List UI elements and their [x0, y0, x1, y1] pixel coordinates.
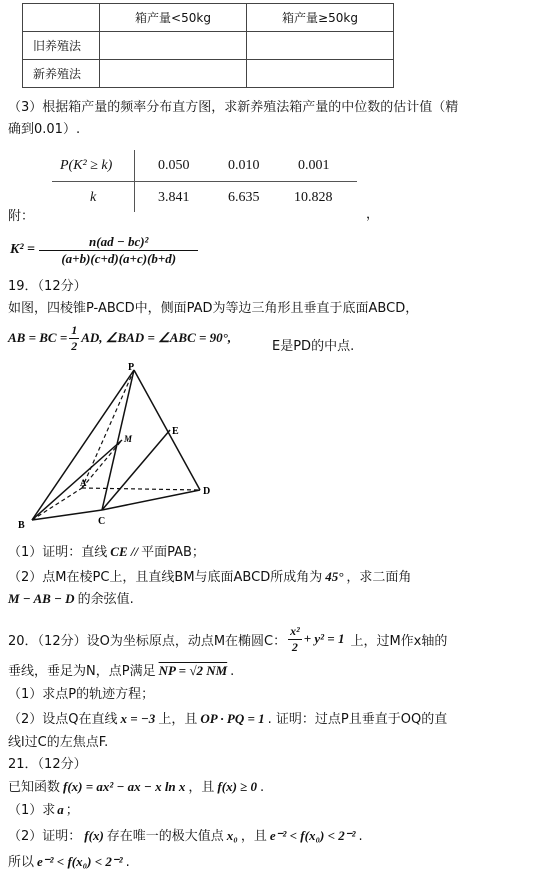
conclusion-tail: .: [125, 855, 130, 870]
q21-text3: .: [260, 780, 265, 795]
table-header-cell: [23, 4, 100, 32]
question19-condition: [8, 318, 231, 358]
ktable-header-value: 0.010: [228, 158, 260, 173]
table-cell: [247, 60, 394, 88]
table-cell: 旧养殖法: [23, 32, 100, 60]
conclusion-inequality: e⁻² < f(x₀) < 2⁻²: [37, 854, 123, 869]
ktable-row-value: 3.841: [158, 190, 190, 205]
question19-midpoint: E是PD的中点.: [272, 339, 355, 354]
condition-fraction: [69, 323, 79, 354]
part1-math: CE //: [110, 544, 139, 559]
question3-line2: 确到0.01）.: [8, 122, 81, 137]
q20-line2-text: 垂线，垂足为N，点P满足: [8, 664, 156, 679]
question20-line1: [8, 618, 447, 660]
formula-lhs: K² =: [10, 242, 36, 257]
question19-part2-line2: [8, 588, 134, 607]
table-divider-h: [52, 181, 357, 182]
question20-line2: [8, 660, 234, 679]
table-cell: [100, 60, 247, 88]
condition-left: AB = BC =: [8, 330, 68, 345]
question3-line1: （3）根据箱产量的频率分布直方图，求新养殖法箱产量的中位数的估计值（精: [8, 100, 459, 115]
q21-part1-text: （1）求: [8, 803, 56, 818]
q21-text2: ，且: [188, 780, 215, 795]
max-point-x0: x₀: [226, 828, 238, 843]
edge-PD: [134, 370, 200, 490]
q21-text: 已知函数: [8, 780, 61, 795]
formula-numerator: n(ad − bc)²: [39, 234, 198, 251]
q20-part2-text: （2）设点Q在直线: [8, 712, 118, 727]
q20-text: 20．（12分）设O为坐标原点，动点M在椭圆C：: [8, 633, 287, 649]
question19-part2: [8, 566, 411, 585]
label-M: M: [124, 434, 133, 444]
table-divider-v: [134, 150, 135, 212]
label-C: C: [98, 516, 106, 527]
q21-part2-text2: 存在唯一的极大值点: [106, 829, 224, 844]
vector-condition: NP = √2 NM: [158, 663, 228, 678]
table-header-cell: 箱产量<50kg: [100, 4, 247, 32]
comma: ，: [366, 207, 380, 222]
contingency-table: [22, 3, 394, 88]
label-P: P: [128, 362, 135, 373]
label-D: D: [203, 486, 211, 497]
formula-denominator: (a+b)(c+d)(a+c)(b+d): [61, 250, 177, 266]
fraction-numerator: 1: [71, 322, 78, 337]
condition-right: AD, ∠BAD = ∠ABC = 90°,: [81, 330, 232, 345]
question19-line1: 如图，四棱锥P-ABCD中，侧面PAD为等边三角形且垂直于底面ABCD，: [8, 301, 419, 316]
question20-part1: （1）求点P的轨迹方程；: [8, 687, 155, 702]
ellipse-numerator: x²: [290, 623, 300, 638]
q21-part2-text3: ，且: [240, 829, 267, 844]
ellipse-denominator: 2: [291, 639, 298, 654]
table-cell: [247, 32, 394, 60]
ktable-header-value: 0.001: [298, 158, 330, 173]
table-row: [23, 32, 394, 60]
pyramid-figure: [10, 362, 220, 532]
ktable-header-label: P(K² ≥ k): [60, 158, 113, 173]
formula-fraction: [39, 234, 198, 267]
table-header-row: [23, 4, 394, 32]
table-cell: 新养殖法: [23, 60, 100, 88]
ktable-row-label: k: [90, 190, 97, 205]
edge-AB: [32, 488, 82, 520]
table-cell: [100, 32, 247, 60]
dihedral-angle-math: M − AB − D: [8, 591, 75, 606]
part2-angle: 45°: [325, 569, 344, 584]
appendix-label: 附：: [8, 209, 35, 224]
ellipse-fraction: [288, 624, 302, 655]
k-squared-formula: [10, 228, 198, 272]
ktable-row-value: 6.635: [228, 190, 260, 205]
conclusion-text: 所以: [8, 855, 35, 870]
part1-text-tail: 平面PAB；: [141, 545, 205, 560]
question21-part1: [8, 799, 79, 818]
question21-number: 21．（12分）: [8, 757, 87, 772]
label-B: B: [18, 520, 25, 531]
function-f: f(x): [84, 828, 104, 843]
part1-text: （1）证明：直线: [8, 545, 108, 560]
part2-text-end: 的余弦值.: [77, 592, 134, 607]
edge-PB: [32, 370, 134, 520]
parameter-a: a: [57, 802, 64, 817]
question21-line1: [8, 776, 264, 795]
q20-text-tail: 上，过M作x轴的: [350, 633, 448, 649]
function-definition: f(x) = ax² − ax − x ln x: [63, 779, 186, 794]
bound-inequality: e⁻² < f(x₀) < 2⁻²: [269, 828, 356, 843]
q21-part2-text: （2）证明：: [8, 829, 82, 844]
question20-part2-line2: 线l过C的左焦点F.: [8, 735, 109, 750]
ktable-row-value: 10.828: [294, 190, 333, 205]
dot-product-condition: OP · PQ = 1: [200, 711, 265, 726]
edge-PA: [82, 370, 134, 488]
question21-part2: [8, 825, 363, 844]
question19-number: 19．（12分）: [8, 279, 87, 294]
q21-part1-tail: ；: [65, 803, 79, 818]
q20-line2-tail: .: [230, 664, 235, 679]
edge-AD: [82, 488, 200, 490]
label-E: E: [172, 426, 179, 437]
label-A: A: [80, 478, 87, 488]
table-header-cell: 箱产量≥50kg: [247, 4, 394, 32]
question21-conclusion: [8, 851, 130, 870]
fraction-denominator: 2: [71, 338, 78, 353]
q21-part2-tail: .: [358, 829, 363, 844]
table-row: [23, 60, 394, 88]
part2-text: （2）点M在棱PC上，且直线BM与底面ABCD所成角为: [8, 570, 323, 585]
q20-part2-text2: 上，且: [158, 712, 198, 727]
ellipse-tail: + y² = 1: [303, 631, 345, 646]
question20-part2: [8, 708, 447, 727]
part2-text-tail: ，求二面角: [346, 570, 412, 585]
q20-part2-text3: . 证明：过点P且垂直于OQ的直: [267, 712, 448, 727]
nonnegativity-condition: f(x) ≥ 0: [217, 779, 258, 794]
ktable-header-value: 0.050: [158, 158, 190, 173]
question19-part1: [8, 541, 205, 560]
line-equation: x = −3: [120, 711, 156, 726]
